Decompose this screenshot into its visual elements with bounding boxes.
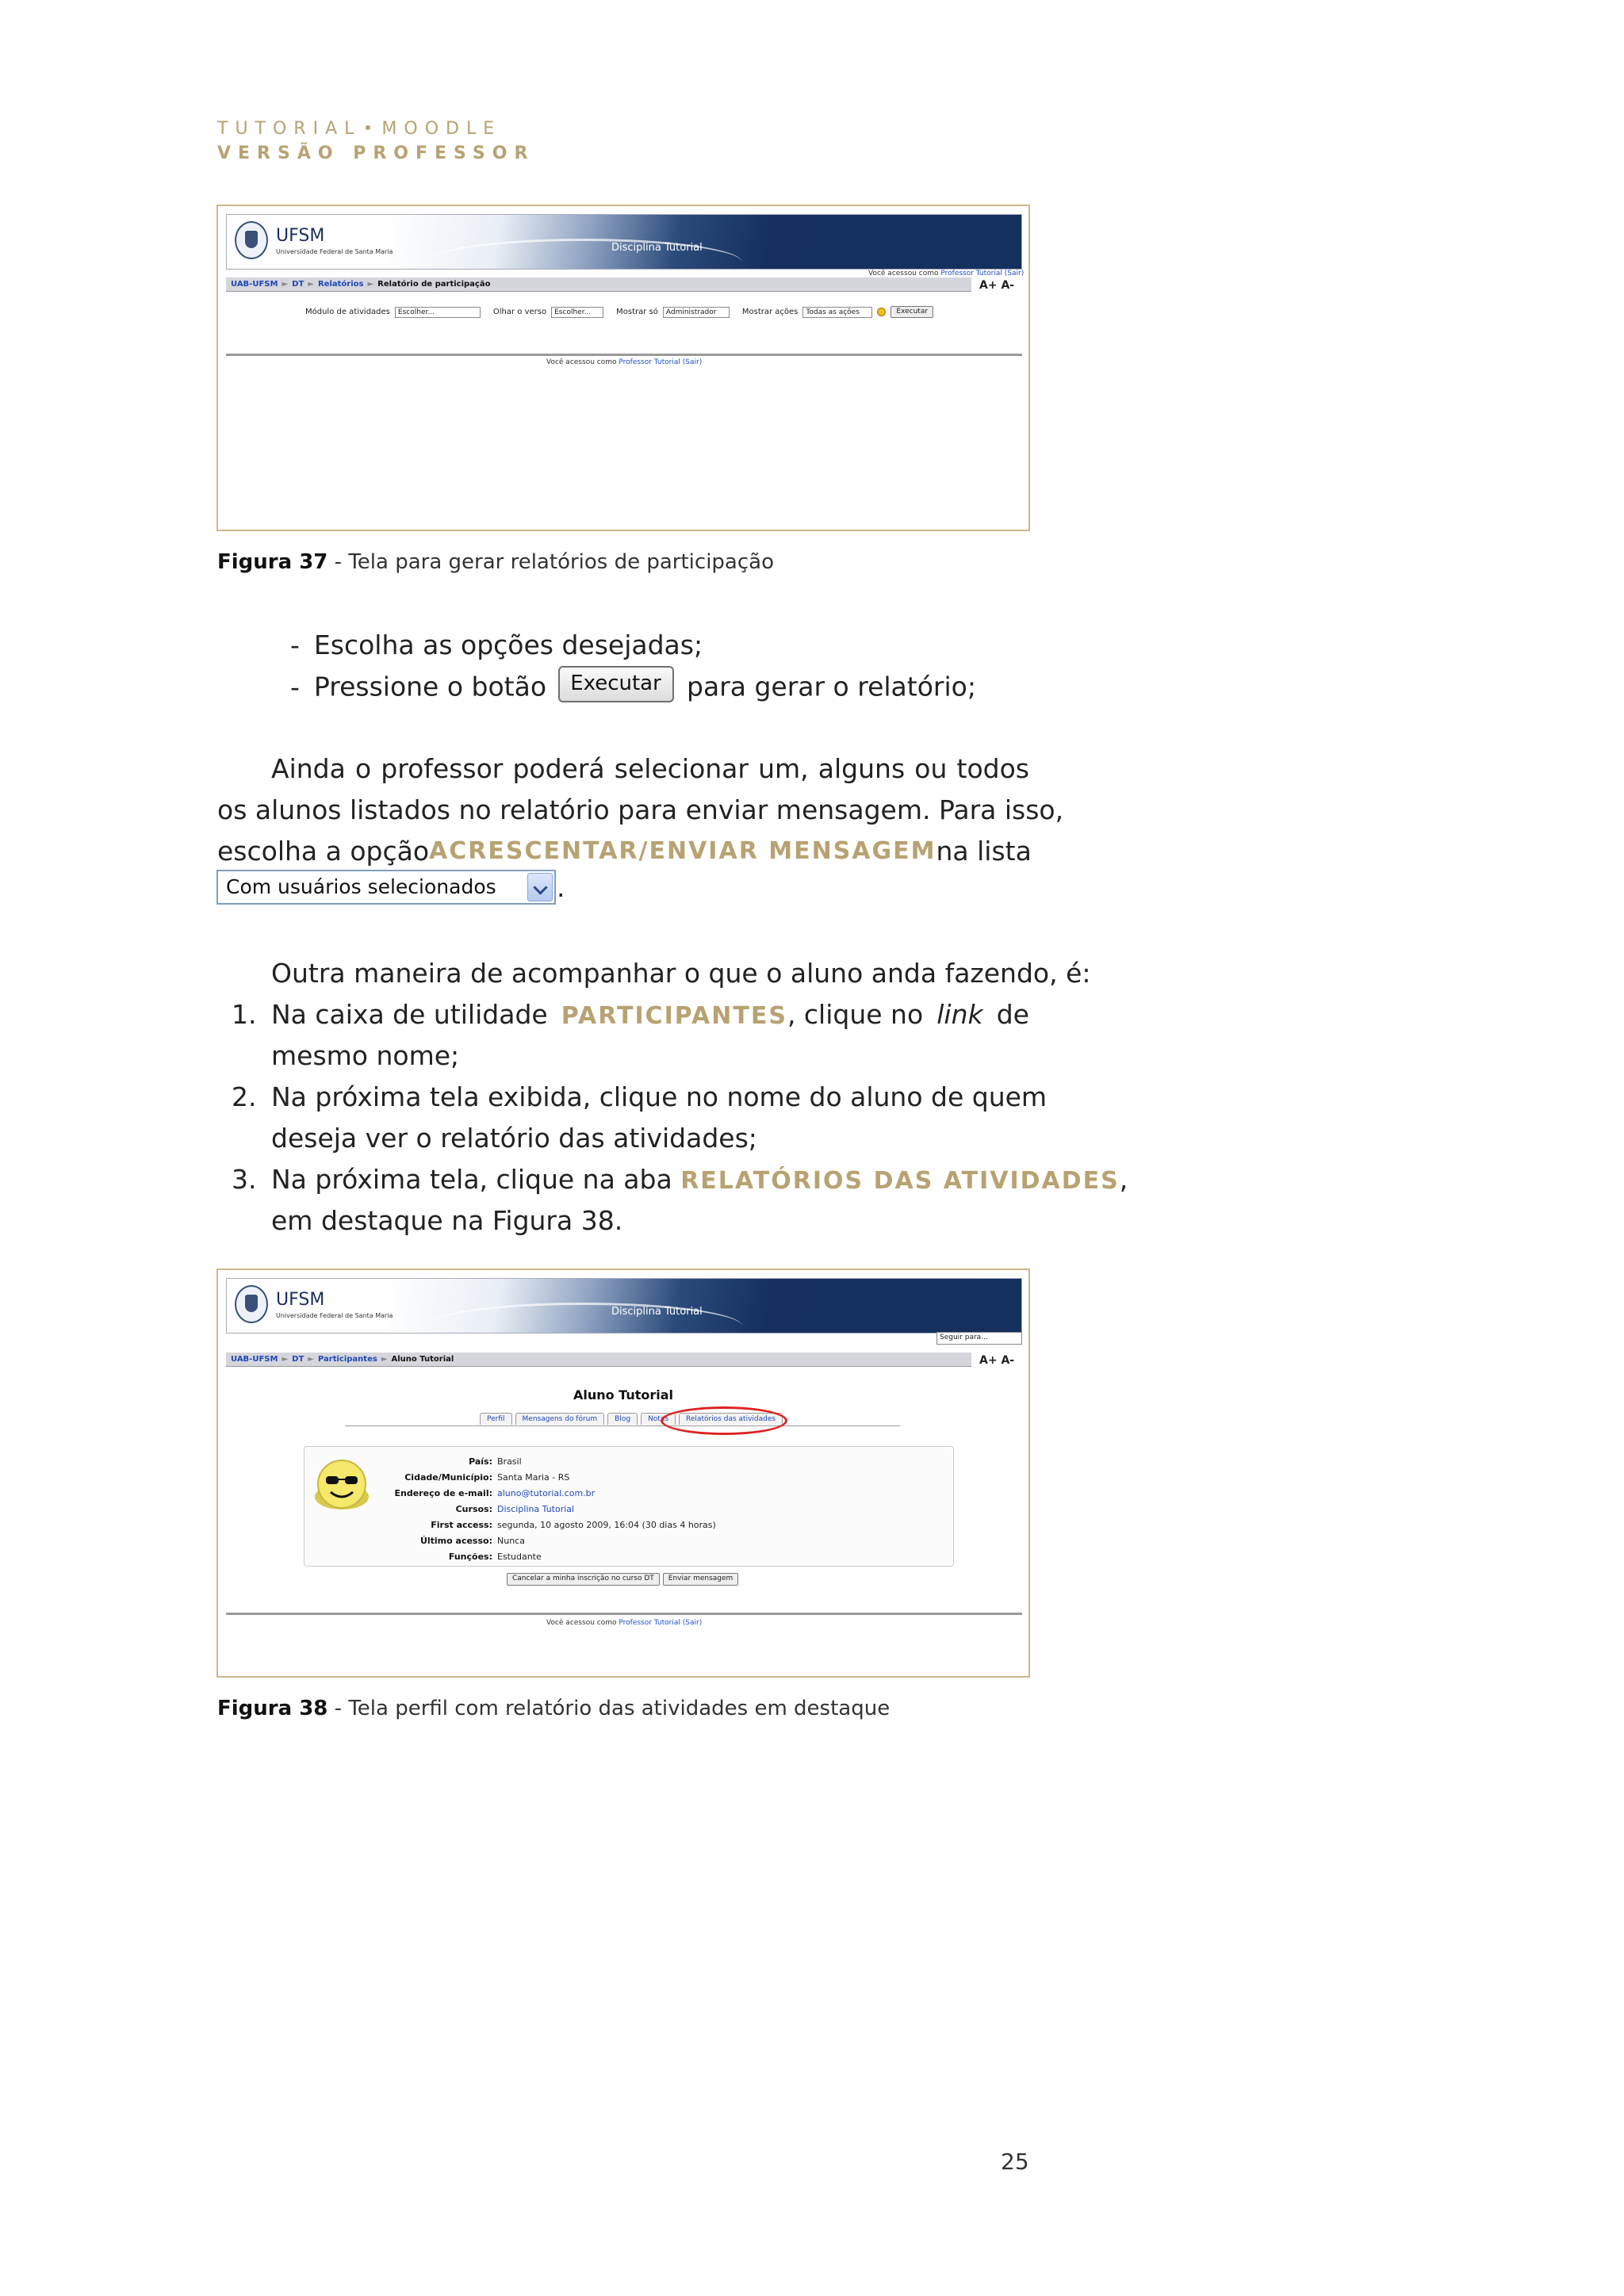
- header-moodle: MOODLE: [381, 119, 502, 139]
- course-title: Disciplina Tutorial: [611, 1306, 703, 1318]
- breadcrumb: UAB-UFSM ► DT ► Participantes ► Aluno Tutorial: [226, 1353, 971, 1367]
- para1-end-dot: .: [557, 872, 565, 903]
- send-message-button[interactable]: Enviar mensagem: [663, 1573, 739, 1586]
- item3-line1: Na próxima tela, clique na aba RELATÓRIOS DAS ATIVIDADES,: [271, 1164, 1128, 1195]
- breadcrumb-dt[interactable]: DT: [292, 1355, 304, 1364]
- figure-37-caption: Figura 37 - Tela para gerar relatórios de participação: [217, 550, 774, 574]
- item3-number: 3.: [232, 1164, 257, 1195]
- header-version: VERSÃO PROFESSOR: [217, 144, 535, 163]
- item2-line1: Na próxima tela exibida, clique no nome do aluno de quem: [271, 1081, 1048, 1112]
- running-header: [217, 119, 534, 163]
- brand-subtitle: Universidade Federal de Santa Maria: [276, 248, 393, 255]
- course-link[interactable]: Disciplina Tutorial: [497, 1504, 575, 1514]
- login-link[interactable]: Professor Tutorial (Sair): [940, 270, 1025, 277]
- highlight-send-message: ACRESCENTAR/ENVIAR MENSAGEM: [429, 837, 936, 865]
- footer-login-info: Você acessou como Professor Tutorial (Sair): [546, 1619, 703, 1627]
- brand-subtitle: Universidade Federal de Santa Maria: [276, 1312, 393, 1319]
- tab-forum-posts[interactable]: Mensagens do fórum: [515, 1413, 605, 1425]
- help-icon[interactable]: [877, 308, 886, 316]
- report-controls: Módulo de atividades Escolher... Olhar o verso Escolher... Mostrar só Administrador Mostrar ações Todas as ações Executar: [305, 306, 933, 318]
- execute-button-inline[interactable]: Executar: [558, 666, 674, 702]
- info-row-country: País: Brasil: [469, 1456, 522, 1467]
- item2-number: 2.: [232, 1081, 257, 1112]
- module-select[interactable]: Escolher...: [395, 307, 481, 318]
- profile-name: Aluno Tutorial: [573, 1387, 674, 1402]
- breadcrumb-dt[interactable]: DT: [292, 280, 304, 289]
- avatar: [312, 1456, 372, 1516]
- actions-select[interactable]: Todas as ações: [802, 307, 872, 318]
- page-number: 25: [1001, 2149, 1029, 2175]
- moodle-banner: [226, 214, 1022, 270]
- figure-38-screenshot: [216, 1269, 1030, 1678]
- breadcrumb-current: Relatório de participação: [377, 280, 491, 289]
- figure-37-screenshot: [216, 205, 1030, 531]
- header-dot: [366, 125, 370, 130]
- breadcrumb-current: Aluno Tutorial: [391, 1355, 454, 1364]
- item1-number: 1.: [232, 999, 257, 1030]
- tab-grades[interactable]: Notas: [641, 1413, 676, 1425]
- moodle-banner: [226, 1278, 1022, 1334]
- info-row-city: Cidade/Município: Santa Maria - RS: [404, 1472, 570, 1483]
- info-row-courses: Cursos: Disciplina Tutorial: [377, 1502, 716, 1517]
- chevron-down-icon[interactable]: [527, 873, 553, 901]
- bullet-2: - Pressione o botão Executar para gerar o relatório;: [290, 666, 976, 710]
- para1-line3: escolha a opção ACRESCENTAR/ENVIAR MENSAGEM na lista: [217, 831, 1029, 872]
- highlight-activity-reports: RELATÓRIOS DAS ATIVIDADES: [680, 1167, 1120, 1195]
- tab-blog[interactable]: Blog: [607, 1413, 638, 1425]
- profile-info-list: [377, 1454, 716, 1565]
- item3-line2: em destaque na Figura 38.: [271, 1205, 623, 1236]
- header-tutorial: TUTORIAL: [217, 119, 362, 139]
- period-select[interactable]: Escolher...: [551, 307, 603, 318]
- jump-to-select[interactable]: Seguir para...: [936, 1332, 1022, 1345]
- figure-38-caption: Figura 38 - Tela perfil com relatório das atividades em destaque: [217, 1697, 891, 1720]
- font-size-controls[interactable]: A+ A-: [979, 279, 1015, 292]
- info-row-roles: Funções: Estudante: [448, 1552, 542, 1562]
- breadcrumb: UAB-UFSM ► DT ► Relatórios ► Relatório de participação: [226, 277, 971, 292]
- unenrol-button[interactable]: Cancelar a minha inscrição no curso DT: [507, 1573, 660, 1586]
- info-row-email: Endereço de e-mail: aluno@tutorial.com.br: [377, 1486, 716, 1502]
- para1-line1: Ainda o professor poderá selecionar um, alguns ou todos: [271, 753, 1029, 784]
- footer-login-info: Você acessou como Professor Tutorial (Sair): [546, 358, 703, 366]
- course-title: Disciplina Tutorial: [611, 242, 703, 254]
- ufsm-crest-icon: [235, 1285, 268, 1323]
- highlight-participants: PARTICIPANTES: [561, 1002, 787, 1030]
- item1-line1: Na caixa de utilidade PARTICIPANTES, clique no link de: [271, 999, 1029, 1030]
- divider: [226, 1613, 1022, 1615]
- divider: [226, 354, 1022, 356]
- highlight-ring: [661, 1406, 787, 1435]
- info-row-last-access: Último acesso: Nunca: [419, 1536, 525, 1546]
- breadcrumb-participants[interactable]: Participantes: [317, 1355, 377, 1364]
- breadcrumb-uab[interactable]: UAB-UFSM: [231, 280, 278, 289]
- login-info: Você acessou como Professor Tutorial (Sair): [868, 270, 1025, 277]
- item1-line2: mesmo nome;: [271, 1040, 460, 1071]
- para2-intro: Outra maneira de acompanhar o que o aluno anda fazendo, é:: [271, 958, 1091, 989]
- bullet-1: - Escolha as opções desejadas;: [290, 629, 703, 660]
- tab-profile[interactable]: Perfil: [480, 1413, 512, 1425]
- brand-name: UFSM: [276, 1290, 325, 1310]
- info-row-first-access: First access: segunda, 10 agosto 2009, 16:04 (30 dias 4 horas): [431, 1520, 716, 1530]
- breadcrumb-reports[interactable]: Relatórios: [317, 280, 364, 289]
- tab-activity-reports[interactable]: Relatórios das atividades: [679, 1413, 783, 1425]
- font-size-controls[interactable]: A+ A-: [979, 1354, 1015, 1367]
- users-select[interactable]: Com usuários selecionados: [216, 870, 556, 905]
- profile-actions: [507, 1573, 738, 1586]
- footer-login-link[interactable]: Professor Tutorial (Sair): [619, 358, 703, 366]
- brand-name: UFSM: [276, 226, 325, 246]
- ufsm-crest-icon: [235, 221, 268, 259]
- footer-login-link[interactable]: Professor Tutorial (Sair): [619, 1619, 703, 1627]
- execute-button[interactable]: Executar: [891, 306, 933, 318]
- breadcrumb-uab[interactable]: UAB-UFSM: [231, 1355, 278, 1364]
- role-select[interactable]: Administrador: [663, 307, 730, 318]
- email-link[interactable]: aluno@tutorial.com.br: [497, 1488, 596, 1498]
- para1-line2: os alunos listados no relatório para enviar mensagem. Para isso,: [217, 794, 1064, 825]
- item2-line2: deseja ver o relatório das atividades;: [271, 1123, 757, 1154]
